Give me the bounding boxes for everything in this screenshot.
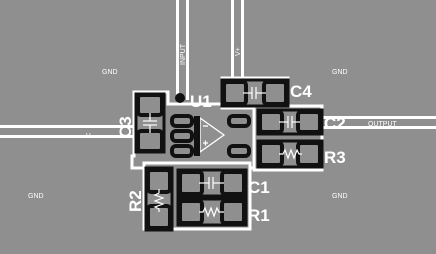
net-label-vplus: V+: [235, 47, 242, 56]
net-label-input: INPUT: [180, 44, 187, 65]
ic-body-shadow: [194, 116, 200, 156]
net-label-gnd-bottom-right: GND: [332, 193, 348, 200]
vplus-trace: [231, 0, 244, 82]
pin1-marker: [175, 93, 185, 103]
ref-r1: R1: [248, 206, 270, 225]
ref-c1: C1: [248, 178, 270, 197]
ref-c2: C2: [324, 114, 346, 133]
net-label-gnd-bottom-left: GND: [28, 193, 44, 200]
ref-u1: U1: [190, 92, 212, 111]
ref-c4: C4: [290, 82, 312, 101]
net-label-gnd-top-left: GND: [102, 69, 118, 76]
ref-r2: R2: [126, 190, 145, 212]
ref-r3: R3: [324, 148, 346, 167]
ref-c3: C3: [116, 116, 135, 138]
net-label-vminus: V-: [86, 133, 93, 140]
net-label-gnd-top-right: GND: [332, 69, 348, 76]
net-label-output: OUTPUT: [368, 121, 397, 128]
